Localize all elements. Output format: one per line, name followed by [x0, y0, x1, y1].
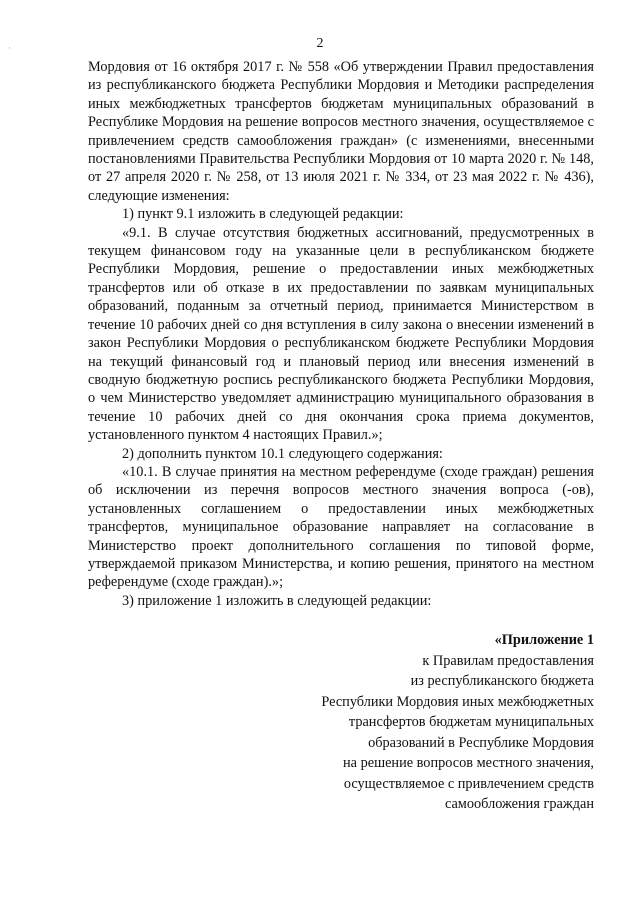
appendix-line: трансфертов бюджетам муниципальных — [348, 714, 594, 730]
appendix-line: осуществляемое с привлечением средств — [343, 775, 594, 792]
appendix-title: «Приложение 1 — [494, 632, 594, 648]
margin-mark: · — [8, 43, 11, 53]
appendix-line: образований в Республике Мордовия — [368, 734, 594, 751]
appendix-line: из республиканского бюджета — [410, 673, 594, 689]
paragraph-item-1: 1) пункт 9.1 изложить в следующей редакции: — [122, 206, 404, 223]
paragraph-clause-9-1: «9.1. В случае отсутствия бюджетных ассигнований, предусмотренных в текущем финансовом году на указанные цели в республиканском бюджете Республики Мордовия, решение о предоставлении иных межбюджетных трансфертов или об отказе в их предоставлении по заявкам муниципальных образований, поданным за отчетный период, принимается Министерством в течение 10 рабочих дней со дня вступления в силу закона о внесении изменений в закон Республики Мордовия о республиканском бюджете Республики Мордовия на текущий финансовый год и плановый период или внесения изменений в сводную бюджетную роспись республиканского бюджета Республики Мордовия, о чем Министерство уведомляет администрацию муниципального образования в течение 10 рабочих дней со дня окончания срока приема документов, установленного пунктом 4 настоящих Правил.»; — [88, 224, 594, 444]
appendix-line: на решение вопросов местного значения, — [343, 755, 594, 771]
appendix-line: самообложения граждан — [444, 796, 594, 812]
document-body — [88, 58, 594, 610]
page-number: 2 — [316, 36, 324, 51]
appendix-line: Республики Мордовия иных межбюджетных — [321, 693, 594, 710]
paragraph-intro: Мордовия от 16 октября 2017 г. № 558 «Об утверждении Правил предоставления из республиканского бюджета Республики Мордовия и Методики распределения иных межбюджетных трансфертов бюджетам муниципальных образований в Республике Мордовия на решение вопросов местного значения, осуществляемое с привлечением средств самообложения граждан» (с изменениями, внесенными постановлениями Правительства Республики Мордовия от 10 марта 2020 г. № 148, от 27 апреля 2020 г. № 258, от 13 июля 2021 г. № 334, от 23 мая 2022 г. № 436), следующие изменения: — [88, 59, 594, 204]
paragraph-item-2: 2) дополнить пунктом 10.1 следующего содержания: — [122, 445, 443, 462]
paragraph-item-3: 3) приложение 1 изложить в следующей редакции: — [122, 592, 432, 609]
paragraph-clause-10-1: «10.1. В случае принятия на местном референдуме (сходе граждан) решения об исключении из перечня вопросов местного значения вопроса (-ов), установленных соглашением о предоставлении иных межбюджетных трансфертов, муниципальное образование направляет на согласование в Министерство проект дополнительного соглашения по типовой форме, утверждаемой приказом Министерства, и копию решения, принятого на местном референдуме (сходе граждан).»; — [88, 463, 594, 591]
appendix-line: к Правилам предоставления — [422, 652, 594, 669]
appendix-heading-block — [300, 630, 594, 815]
